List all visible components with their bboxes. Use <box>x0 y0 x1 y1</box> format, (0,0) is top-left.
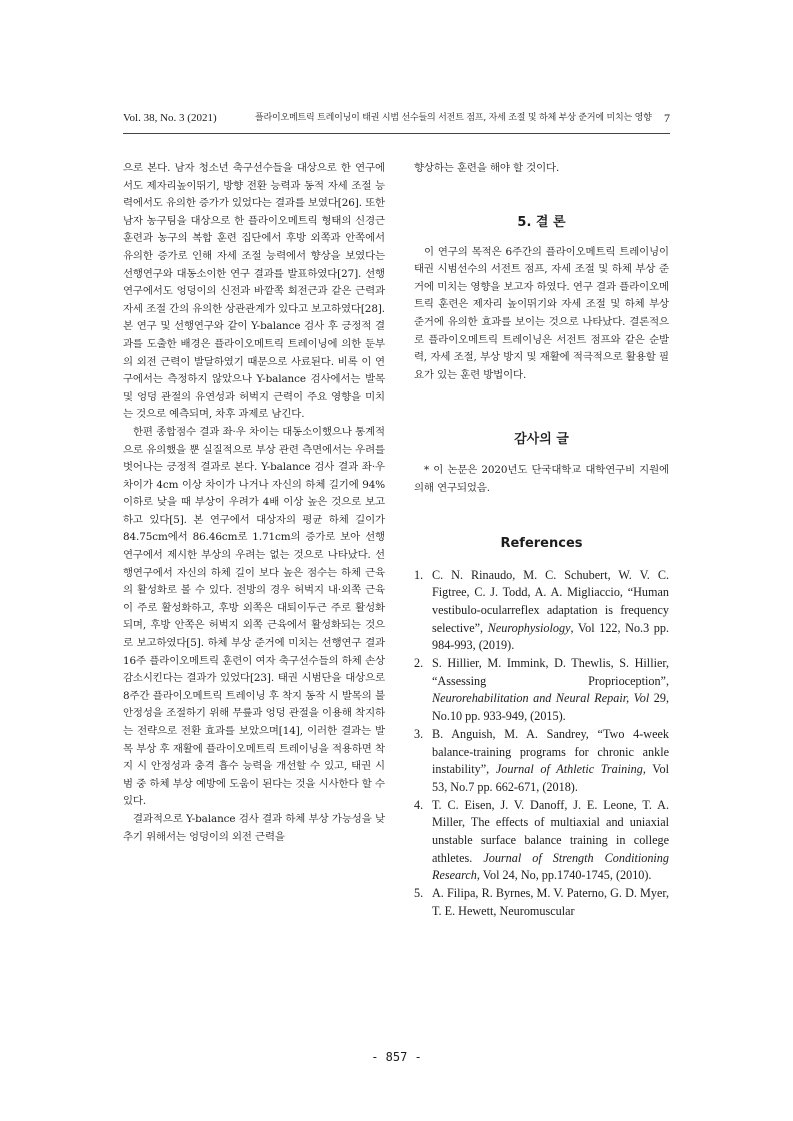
running-title: 플라이오메트릭 트레이닝이 태권 시범 선수들의 서전트 점프, 자세 조절 및 하체 부상 준거에 미치는 영향 <box>255 113 652 123</box>
reference-item: 2. S. Hillier, M. Immink, D. Thewlis, S. Hillier, “Assessing Proprioception”, Neurorehabilitation and Neural Repair, Vol 29, No.10 pp. 933-949, (2015). <box>414 656 670 724</box>
reference-list <box>414 567 669 921</box>
conclusion-paragraph: 이 연구의 목적은 6주간의 플라이오메트릭 트레이닝이 태권 시범선수의 서전트 점프, 자세 조절 및 하체 부상 준거에 미치는 영향을 보고자 하였다. 연구 결과 플라이오메트릭 훈련은 제자리 높이뛰기와 자세 조절 및 하체 부상 준거에 유의한 효과를 보이는 것으로 나타났다. 결론적으로 플라이오메트릭 트레이닝은 서전트 점프와 같은 순발력, 자세 조절, 부상 방지 및 재활에 적극적으로 활용할 필요가 있는 훈련 방법이다. <box>414 245 669 381</box>
body-paragraph: 향상하는 훈련을 해야 할 것이다. <box>414 162 560 174</box>
references-heading: References <box>500 535 583 551</box>
running-header <box>123 109 670 127</box>
conclusion-heading: 5. 결 론 <box>517 214 566 230</box>
journal-page-number: 7 <box>664 111 670 125</box>
body-paragraph: 결과적으로 Y-balance 검사 결과 하체 부상 가능성을 낮추기 위해서는 엉덩이의 외전 근력을 <box>123 812 385 843</box>
reference-item: 5. A. Filipa, R. Byrnes, M. V. Paterno, G. D. Myer, T. E. Hewett, Neuromuscular <box>414 886 669 918</box>
acknowledgement-text: * 이 논문은 2020년도 단국대학교 대학연구비 지원에 의해 연구되었음. <box>414 464 669 494</box>
right-column <box>414 160 669 921</box>
volume-info: Vol. 38, No. 3 (2021) <box>123 112 217 124</box>
left-column <box>123 160 385 846</box>
reference-item: 4. T. C. Eisen, J. V. Danoff, J. E. Leone, T. A. Miller, The effects of multiaxial and uniaxial unstable surface balance training in college athletes. Journal of Strength Conditioning Research, Vol 24, No, pp.1740-1745, (2010). <box>414 797 669 883</box>
body-paragraph: 한편 종합점수 결과 좌·우 차이는 대동소이했으나 통계적으로 유의했을 뿐 실질적으로 부상 관련 측면에서는 우려를 벗어나는 긍정적 결과로 본다. Y-balance 검사 결과 좌·우 차이가 4cm 이상 차이가 나거나 자신의 하체 길기에 94% 이하로 낮을 때 부상이 우려가 4배 이상 높은 것으로 보고하고 있다[5]. 본 연구에서 대상자의 평균 하체 길이가 84.75cm에서 86.46cm로 1.71cm의 증가로 보아 선행연구에서 제시한 부상의 우려는 없는 것으로 나타났다. 선행연구에서 자신의 하체 길이 보다 높은 점수는 하체 근육의 활성화로 볼 수 있다. 전방의 경우 허벅지 내·외쪽 근육이 주로 활성화하고, 후방 외쪽은 대퇴이두근 주로 활성화되며, 후방 안쪽은 허벅지 외쪽 근육에서 활성화되는 것으로 보고하였다[5]. 하체 부상 준거에 미치는 선행연구 결과 16주 플라이오메트릭 훈련이 여자 축구선수들의 하체 손상 감소시킨다는 결과가 있었다[23]. 태권 시범단을 대상으로 8주간 플라이오메트릭 트레이닝 후 착지 동작 시 발목의 불안정성을 조절하기 위해 무릎과 엉덩 관절을 이용해 착지하는 전략으로 전환 효과를 보았으며[14], 이러한 결과는 발목 부상 후 재활에 플라이오메트릭 트레이닝을 적용하면 착지 시 안정성과 충격 흡수 능력을 개선할 수 있고, 태권 시범 중 하체 부상 예방에 도움이 된다는 것을 시사한다 할 수 있다. <box>123 425 385 808</box>
acknowledgement-heading: 감사의 글 <box>514 432 569 448</box>
reference-item: 3. B. Anguish, M. A. Sandrey, “Two 4-week balance-training programs for chronic ankle instability”, Journal of Athletic Training, Vol 53, No.7 pp. 662-671, (2018). <box>414 726 669 794</box>
body-paragraph: 으로 본다. 남자 청소년 축구선수들을 대상으로 한 연구에서도 제자리높이뛰기, 방향 전환 능력과 동적 자세 조절 능력에서도 유의한 증가가 있었다는 결과를 보였다[26]. 또한 남자 농구팀을 대상으로 한 플라이오메트릭 형태의 신경근 훈련과 농구의 복합 훈련 집단에서 후방 외쪽과 안쪽에서 유의한 증가로 인해 자세 조절 능력에서 향상을 보였다는 선행연구와 대동소이한 연구 결과를 발표하였다[27]. 선행연구에서도 엉덩이의 신전과 바깥쪽 회전근과 같은 근력과 자세 조절 간의 유의한 상관관계가 있다고 보고하였다[28]. 본 연구 및 선행연구와 같이 Y-balance 검사 후 긍정적 결과를 도출한 배경은 플라이오메트릭 트레이닝에 의한 둔부의 외전 근력이 발달하였기 때문으로 사료된다. 비록 이 연구에서는 측정하지 않았으나 Y-balance 검사에서는 발목 및 엉덩 관절의 유연성과 허벅지 근력이 주요 영향을 미치는 것으로 예측되며, 차후 과제로 남긴다. <box>123 162 385 421</box>
header-rule <box>123 133 670 134</box>
page-footer: - 857 - <box>371 1050 422 1064</box>
reference-item: 1. C. N. Rinaudo, M. C. Schubert, W. V. C. Figtree, C. J. Todd, A. A. Migliaccio, “Human vestibulo-ocularreflex adaptation is frequency selective”, Neurophysiology, Vol 122, No.3 pp. 984-993, (2019). <box>414 567 669 653</box>
